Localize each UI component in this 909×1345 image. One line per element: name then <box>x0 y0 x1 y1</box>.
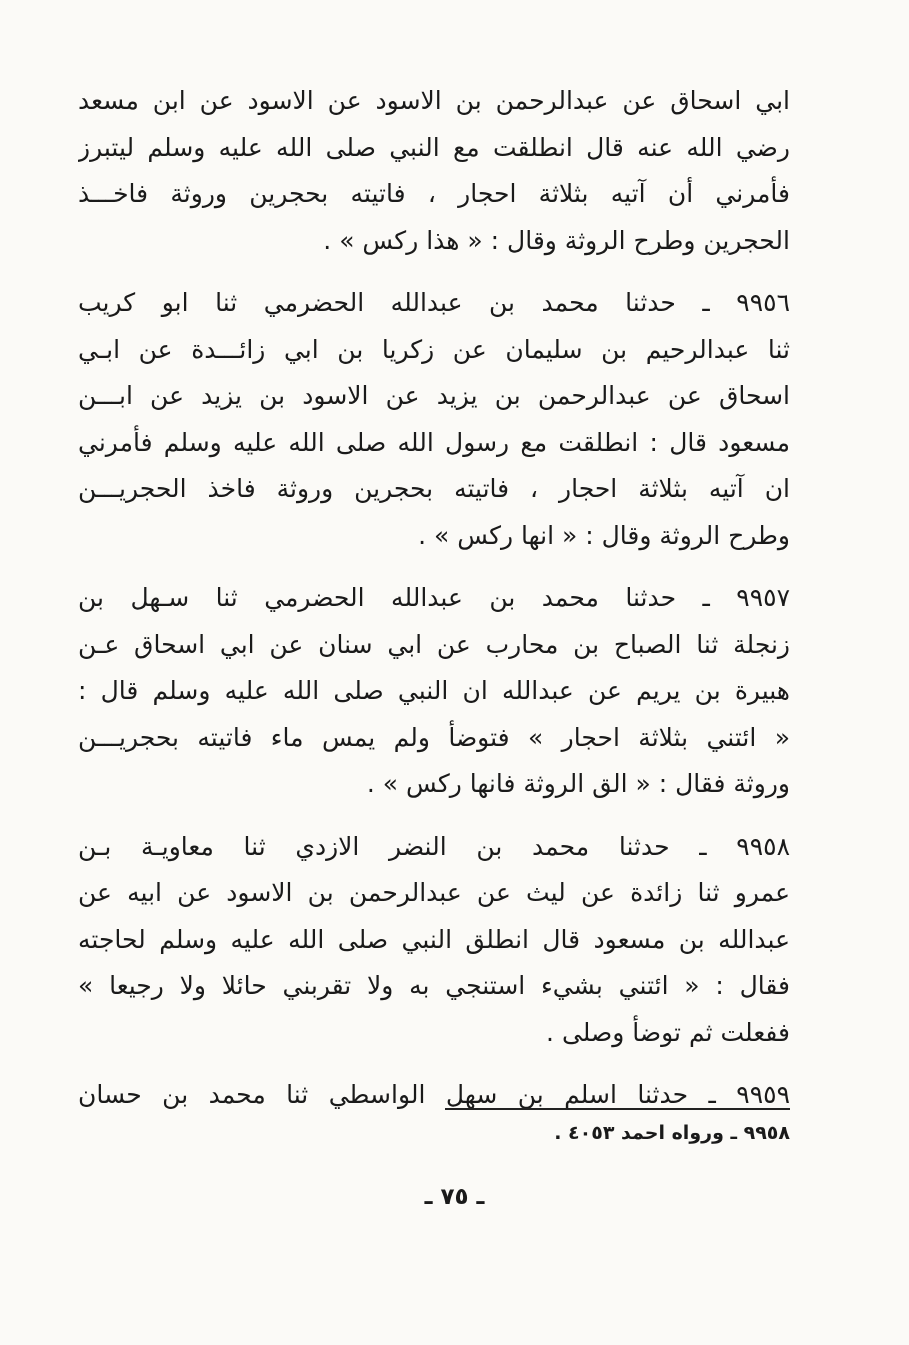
text-line: وطرح الروثة وقال : « انها ركس » . <box>418 520 790 550</box>
text-line: عمرو ثنا زائدة عن ليث عن عبدالرحمن بن الاسود عن ابيه عن <box>78 878 790 907</box>
text-line: ٩٩٥٦ ـ حدثنا محمد بن عبدالله الحضرمي ثنا ابو كريب <box>78 288 790 317</box>
hadith-9956 <box>78 280 790 559</box>
text-line: هبيرة بن يريم عن عبدالله ان النبي صلى الله عليه وسلم قال : <box>78 676 790 705</box>
page-number: ـ ٧٥ ـ <box>424 1184 485 1210</box>
text-line: زنجلة ثنا الصباح بن محارب عن ابي سنان عن ابي اسحاق عـن <box>78 629 790 659</box>
paragraph <box>78 78 790 264</box>
text-line: ٩٩٥٧ ـ حدثنا محمد بن عبدالله الحضرمي ثنا سـهل بن <box>78 583 790 612</box>
text-line: عبدالله بن مسعود قال انطلق النبي صلى الله عليه وسلم لحاجته <box>78 924 790 954</box>
text-line: فأمرني أن آتيه بثلاثة احجار ، فاتيته بحجرين وروثة فاخـــذ <box>78 179 790 208</box>
text-line: اسحاق عن عبدالرحمن بن يزيد عن الاسود بن يزيد عن ابـــن <box>78 381 790 410</box>
text-line: وروثة فقال : « الق الروثة فانها ركس » . <box>366 769 790 798</box>
footnote-divider <box>445 1108 790 1110</box>
page-body <box>78 78 790 1135</box>
text-line: ابي اسحاق عن عبدالرحمن بن الاسود عن الاسود عن ابن مسعد <box>78 86 790 115</box>
text-line: « ائتني بثلاثة احجار » فتوضأ ولم يمس ماء فاتيته بحجريـــن <box>78 722 790 752</box>
text-line: الحجرين وطرح الروثة وقال : « هذا ركس » . <box>323 225 790 255</box>
hadith-9959 <box>78 1072 790 1119</box>
text-line: رضي الله عنه قال انطلقت مع النبي صلى الله عليه وسلم ليتبرز <box>78 132 790 162</box>
text-line: ٩٩٥٩ ـ حدثنا اسلم بن سهل الواسطي ثنا محمد بن حسان <box>78 1080 790 1109</box>
text-line: ان آتيه بثلاثة احجار ، فاتيته بحجرين وروثة فاخذ الحجريـــن <box>78 474 790 503</box>
hadith-9958 <box>78 824 790 1057</box>
footnote: ٩٩٥٨ ـ ورواه احمد ٤٠٥٣ . <box>554 1122 790 1144</box>
text-line: مسعود قال : انطلقت مع رسول الله صلى الله عليه وسلم فأمرني <box>78 427 790 457</box>
hadith-9957 <box>78 575 790 808</box>
text-line: ثنا عبدالرحيم بن سليمان عن زكريا بن ابي زائـــدة عن ابـي <box>78 334 790 364</box>
text-line: ٩٩٥٨ ـ حدثنا محمد بن النضر الازدي ثنا معاويـة بـن <box>78 831 790 861</box>
text-line: ففعلت ثم توضأ وصلى . <box>546 1017 790 1047</box>
text-line: فقال : « ائتني بشيء استنجي به ولا تقربني حائلا ولا رجيعا » <box>78 971 790 1000</box>
